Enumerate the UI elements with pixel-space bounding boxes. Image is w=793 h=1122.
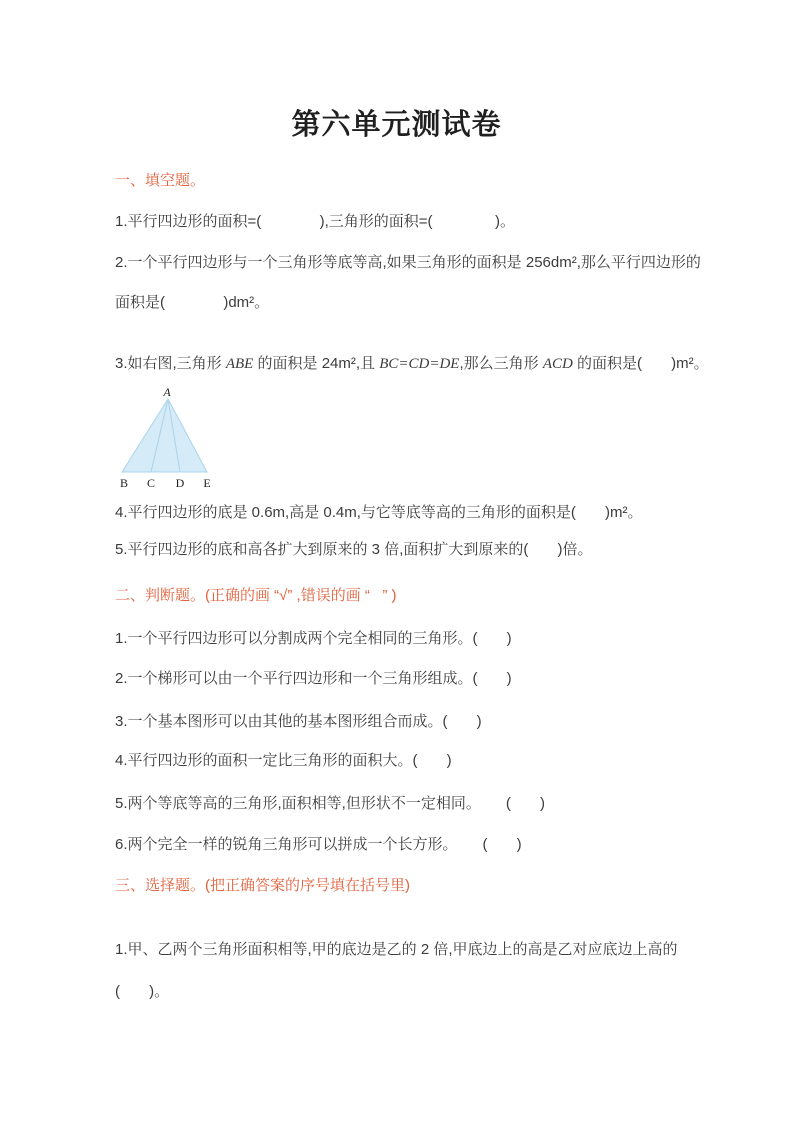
vertex-label-c: C: [146, 476, 156, 490]
vertex-label-b: B: [119, 476, 129, 490]
triangle-figure: [110, 386, 230, 493]
judge-question-1: 1.一个平行四边形可以分割成两个完全相同的三角形。( ): [115, 630, 512, 647]
judge-question-5: 5.两个等底等高的三角形,面积相等,但形状不一定相同。 ( ): [115, 795, 546, 812]
choice-question-1-line-2: ( )。: [115, 983, 170, 1000]
fill-question-3-seg: 3.如右图,三角形: [115, 355, 226, 372]
section-judge-heading: 二、判断题。(正确的画 “√” ,错误的画 “ ” ): [115, 587, 397, 604]
vertex-label-a: A: [163, 386, 171, 399]
segment-equality: BC=CD=DE: [379, 356, 460, 372]
section-fill-heading: 一、填空题。: [115, 172, 206, 189]
triangle-shape: [122, 399, 207, 472]
fill-question-3-seg: ,那么三角形: [459, 355, 543, 372]
triangle-name-acd: ACD: [542, 356, 573, 372]
fill-question-2-line-2: 面积是( )dm²。: [115, 294, 270, 311]
judge-question-6: 6.两个完全一样的锐角三角形可以拼成一个长方形。 ( ): [115, 836, 522, 853]
judge-question-4: 4.平行四边形的面积一定比三角形的面积大。( ): [115, 752, 452, 769]
triangle-name-abe: ABE: [225, 356, 254, 372]
judge-question-2: 2.一个梯形可以由一个平行四边形和一个三角形组成。( ): [115, 670, 512, 687]
fill-question-2-line-1: 2.一个平行四边形与一个三角形等底等高,如果三角形的面积是 256dm²,那么平行四边形的: [115, 254, 701, 271]
fill-question-3-seg: 的面积是 24m²,且: [253, 355, 380, 372]
page-title: 第六单元测试卷: [291, 109, 502, 141]
fill-question-5: 5.平行四边形的底和高各扩大到原来的 3 倍,面积扩大到原来的( )倍。: [115, 541, 593, 558]
fill-question-3-seg: 的面积是( )m²。: [572, 355, 709, 372]
fill-question-1: 1.平行四边形的面积=( ),三角形的面积=( )。: [115, 213, 516, 230]
judge-question-3: 3.一个基本图形可以由其他的基本图形组合而成。( ): [115, 713, 482, 730]
vertex-label-d: D: [175, 476, 185, 490]
vertex-label-e: E: [203, 476, 211, 490]
fill-question-3: [115, 354, 709, 374]
fill-question-4: 4.平行四边形的底是 0.6m,高是 0.4m,与它等底等高的三角形的面积是( )m²。: [115, 504, 643, 521]
choice-question-1-line-1: 1.甲、乙两个三角形面积相等,甲的底边是乙的 2 倍,甲底边上的高是乙对应底边上高的: [115, 941, 678, 958]
section-choice-heading: 三、选择题。(把正确答案的序号填在括号里): [115, 877, 410, 894]
